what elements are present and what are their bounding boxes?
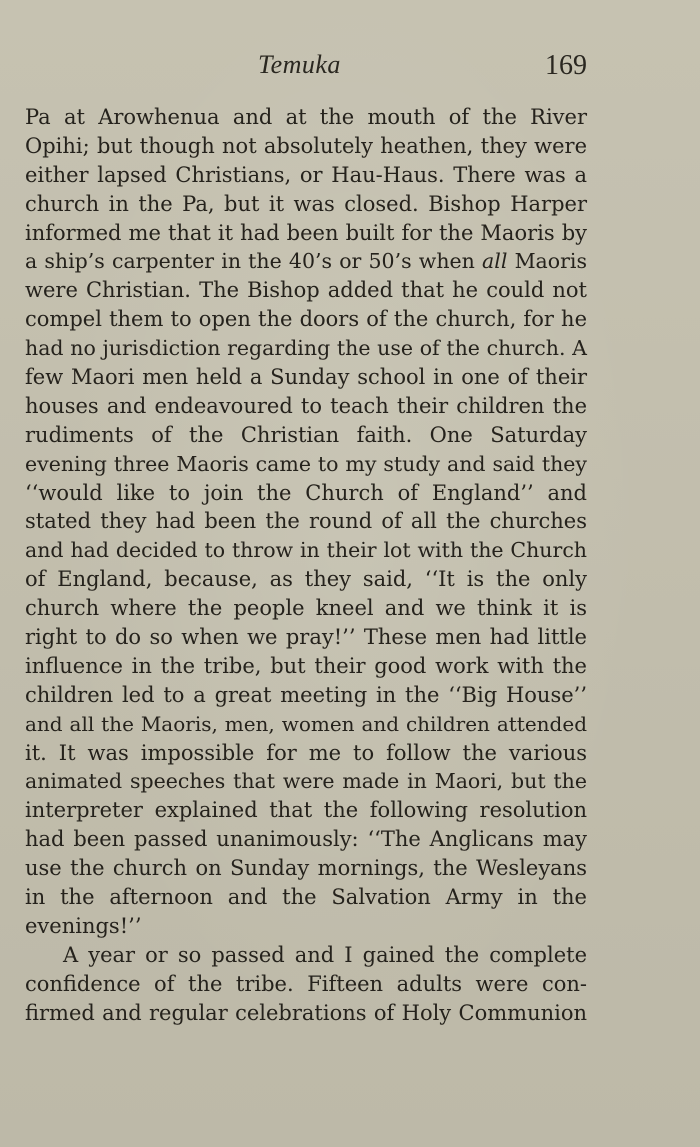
text-line: informed me that it had been built for the Maoris by (25, 220, 587, 245)
text-line: influence in the tribe, but their good work with the (25, 653, 587, 678)
text-line: had no jurisdiction regarding the use of the church. A (25, 336, 587, 361)
text-line: children led to a great meeting in the ‘‘Big House’’ (25, 682, 587, 707)
text-line: Pa at Arowhenua and at the mouth of the River (25, 105, 587, 129)
page-number: 169 (545, 50, 587, 81)
text-segment: a ship’s carpenter in the 40’s or 50’s when (25, 249, 475, 274)
text-line: it. It was impossible for me to follow the various (25, 740, 587, 765)
text-line: stated they had been the round of all the churches (25, 509, 587, 534)
text-line: church in the Pa, but it was closed. Bishop Harper (25, 191, 587, 216)
text-line: interpreter explained that the following resolution (25, 798, 587, 823)
running-head (0, 50, 700, 86)
text-line: compel them to open the doors of the church, for he (25, 307, 587, 332)
text-line: few Maori men held a Sunday school in one of their (25, 365, 587, 390)
text-line: and all the Maoris, men, women and children attended (25, 711, 587, 736)
text-line: evening three Maoris came to my study and said they (25, 451, 587, 476)
text-line: of England, because, as they said, ‘‘It is the only (25, 567, 587, 592)
text-line: were Christian. The Bishop added that he could not (25, 278, 587, 303)
text-segment: Maoris (514, 249, 587, 274)
text-line: right to do so when we pray!’’ These men had little (25, 625, 587, 650)
text-line: Opihi; but though not absolutely heathen, they were (25, 133, 587, 158)
body-text (25, 103, 587, 1028)
text-line: houses and endeavoured to teach their children the (25, 393, 587, 418)
text-line: confidence of the tribe. Fifteen adults were con- (25, 971, 587, 996)
text-line: and had decided to throw in their lot with the Church (25, 538, 587, 563)
text-line: firmed and regular celebrations of Holy Communion (25, 1000, 587, 1025)
text-line: either lapsed Christians, or Hau-Haus. There was a (25, 162, 587, 187)
text-line: had been passed unanimously: ‘‘The Anglicans may (25, 827, 587, 852)
text-line: ‘‘would like to join the Church of England’’ and (25, 480, 587, 505)
text-line: use the church on Sunday mornings, the Wesleyans (25, 856, 587, 881)
text-line: animated speeches that were made in Maori, but the (25, 769, 587, 794)
text-line-with-emphasis (25, 247, 587, 276)
paragraph-start-line: A year or so passed and I gained the complete (63, 942, 587, 967)
paragraph-end-line: evenings!’’ (25, 913, 142, 938)
text-line: rudiments of the Christian faith. One Saturday (25, 422, 587, 447)
text-line: in the afternoon and the Salvation Army in the (25, 885, 587, 910)
chapter-title: Temuka (258, 50, 341, 79)
text-line: church where the people kneel and we think it is (25, 596, 587, 621)
emphasis: all (482, 249, 508, 274)
